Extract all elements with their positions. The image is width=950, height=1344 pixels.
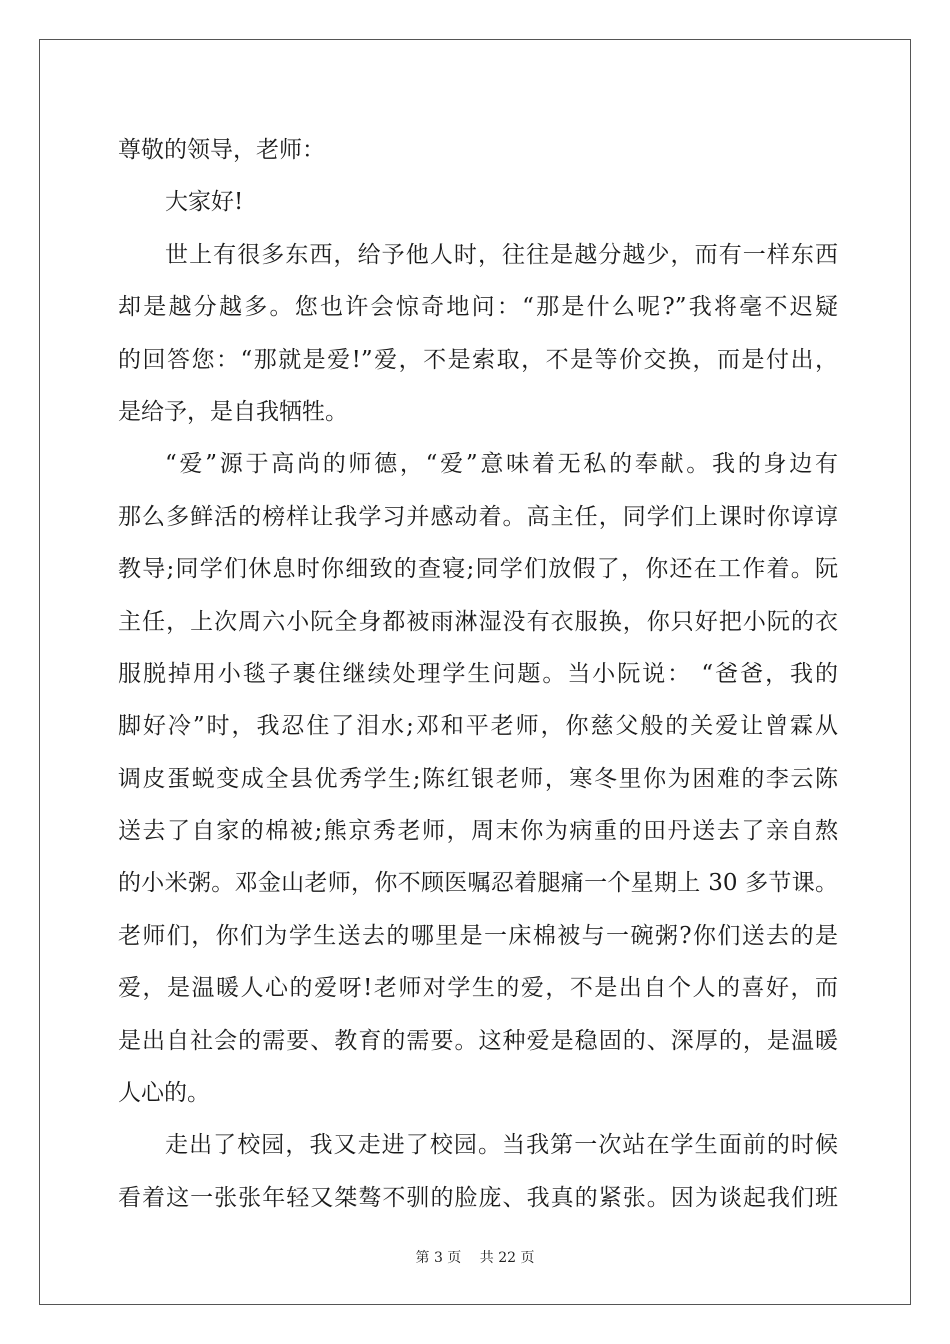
- paragraph: [118, 438, 838, 1119]
- page-footer: [0, 1247, 950, 1267]
- text-line: 却是越分越多。您也许会惊奇地问：“那是什么呢?”我将毫不迟疑: [118, 294, 838, 321]
- text-line: 走出了校园，我又走进了校园。当我第一次站在学生面前的时候: [165, 1132, 838, 1159]
- text-line: 主任，上次周六小阮全身都被雨淋湿没有衣服换，你只好把小阮的衣: [118, 608, 838, 635]
- document-body: [118, 124, 838, 1224]
- text-line: 世上有很多东西，给予他人时，往往是越分越少，而有一样东西: [165, 241, 838, 268]
- text-line: 脚好冷”时，我忍住了泪水;邓和平老师，你慈父般的关爱让曾霖从: [118, 713, 838, 740]
- paragraph: [118, 176, 838, 228]
- paragraph: [118, 1119, 838, 1224]
- text-line: 爱，是温暖人心的爱呀!老师对学生的爱，不是出自个人的喜好，而: [118, 975, 838, 1002]
- text-line: 的小米粥。邓金山老师，你不顾医嘱忍着腿痛一个星期上 30 多节课。: [118, 870, 838, 897]
- text-line: 尊敬的领导，老师：: [118, 137, 325, 163]
- text-line: “爱”源于高尚的师德，“爱”意味着无私的奉献。我的身边有: [165, 451, 838, 478]
- text-line: 教导;同学们休息时你细致的查寝;同学们放假了，你还在工作着。阮: [118, 556, 838, 583]
- text-line: 服脱掉用小毯子裹住继续处理学生问题。当小阮说： “爸爸，我的: [118, 660, 838, 687]
- text-line: 大家好!: [165, 189, 244, 216]
- page-number: 第 3 页: [415, 1250, 462, 1266]
- text-line: 是给予，是自我牺牲。: [118, 398, 348, 425]
- text-line: 人心的。: [118, 1080, 210, 1107]
- paragraph: [118, 124, 838, 176]
- text-line: 的回答您：“那就是爱!”爱，不是索取，不是等价交换，而是付出，: [118, 346, 838, 373]
- text-line: 那么多鲜活的榜样让我学习并感动着。高主任，同学们上课时你谆谆: [118, 503, 838, 530]
- text-line: 看着这一张张年轻又桀骜不驯的脸庞、我真的紧张。因为谈起我们班: [118, 1184, 838, 1211]
- text-line: 送去了自家的棉被;熊京秀老师，周末你为病重的田丹送去了亲自熬: [118, 818, 838, 845]
- text-line: 老师们，你们为学生送去的哪里是一床棉被与一碗粥?你们送去的是: [118, 922, 838, 949]
- paragraph: [118, 229, 838, 439]
- page-total: 共 22 页: [479, 1250, 535, 1266]
- text-line: 调皮蛋蜕变成全县优秀学生;陈红银老师，寒冬里你为困难的李云陈: [118, 765, 838, 792]
- text-line: 是出自社会的需要、教育的需要。这种爱是稳固的、深厚的，是温暖: [118, 1027, 838, 1054]
